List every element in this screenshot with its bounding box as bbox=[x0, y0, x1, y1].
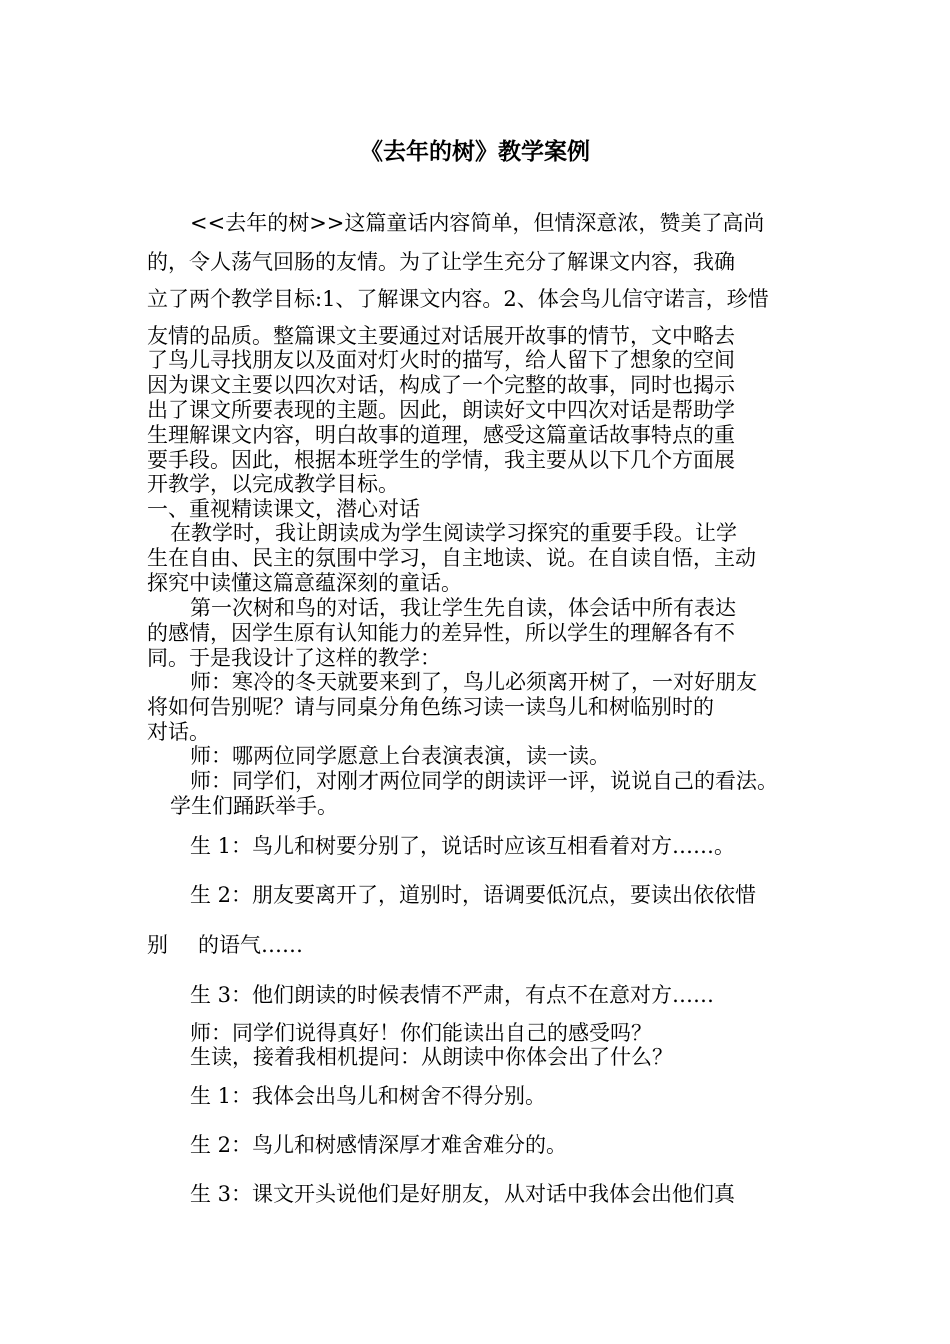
paragraph-line: 探究中读懂这篇意蕴深刻的童话。 bbox=[147, 571, 462, 595]
paragraph-line: 师：同学们，对刚才两位同学的朗读评一评，说说自己的看法。 bbox=[190, 769, 778, 793]
page-title: 《去年的树》教学案例 bbox=[360, 138, 590, 165]
paragraph-line: 生在自由、民主的氛围中学习，自主地读、说。在自读自悟，主动 bbox=[147, 546, 756, 570]
paragraph-line: 师：寒冷的冬天就要来到了，鸟儿必须离开树了，一对好朋友 bbox=[190, 670, 757, 694]
paragraph-line: 师：哪两位同学愿意上台表演表演，读一读。 bbox=[190, 744, 610, 768]
paragraph-line: 生 1：鸟儿和树要分别了，说话时应该互相看着对方……。 bbox=[190, 834, 736, 858]
paragraph-line: 生 2：鸟儿和树感情深厚才难舍难分的。 bbox=[190, 1133, 568, 1157]
paragraph-line: 生 2：朋友要离开了，道别时，语调要低沉点，要读出依依惜 bbox=[190, 883, 757, 907]
paragraph-line: 出了课文所要表现的主题。因此，朗读好文中四次对话是帮助学 bbox=[147, 398, 735, 422]
paragraph-line: 在教学时，我让朗读成为学生阅读学习探究的重要手段。让学 bbox=[170, 521, 737, 545]
paragraph-line: 对话。 bbox=[147, 720, 210, 744]
paragraph-line: 的语气…… bbox=[198, 933, 303, 957]
paragraph-line: 要手段。因此，根据本班学生的学情，我主要从以下几个方面展 bbox=[147, 448, 735, 472]
paragraph-line: 第一次树和鸟的对话，我让学生先自读，体会话中所有表达 bbox=[190, 596, 736, 620]
section-heading: 一、重视精读课文，潜心对话 bbox=[147, 497, 420, 521]
paragraph-line: 了鸟儿寻找朋友以及面对灯火时的描写，给人留下了想象的空间 bbox=[147, 348, 735, 372]
paragraph-line: 生 1：我体会出鸟儿和树舍不得分别。 bbox=[190, 1084, 547, 1108]
paragraph-line: 将如何告别呢？请与同桌分角色练习读一读鸟儿和树临别时的 bbox=[147, 695, 714, 719]
paragraph-line: 师：同学们说得真好！你们能读出自己的感受吗？ bbox=[190, 1021, 652, 1045]
paragraph-line: 的，令人荡气回肠的友情。为了让学生充分了解课文内容，我确 bbox=[147, 250, 735, 274]
paragraph-line: 的感情，因学生原有认知能力的差异性，所以学生的理解各有不 bbox=[147, 621, 735, 645]
paragraph-line: 生读，接着我相机提问：从朗读中你体会出了什么？ bbox=[190, 1045, 673, 1069]
paragraph-line: 因为课文主要以四次对话，构成了一个完整的故事，同时也揭示 bbox=[147, 373, 735, 397]
paragraph-line: 开教学，以完成教学目标。 bbox=[147, 472, 399, 496]
paragraph-line: 生 3：课文开头说他们是好朋友，从对话中我体会出他们真 bbox=[190, 1182, 736, 1206]
paragraph-line: 学生们踊跃举手。 bbox=[170, 794, 338, 818]
paragraph-line: <<去年的树>>这篇童话内容简单，但情深意浓，赞美了高尚 bbox=[190, 211, 765, 235]
paragraph-line: 同。于是我设计了这样的教学： bbox=[147, 646, 441, 670]
paragraph-line: 生理解课文内容，明白故事的道理，感受这篇童话故事特点的重 bbox=[147, 423, 735, 447]
paragraph-line: 立了两个教学目标:1、了解课文内容。2、体会鸟儿信守诺言，珍惜 bbox=[147, 287, 769, 311]
paragraph-line: 友情的品质。整篇课文主要通过对话展开故事的情节，文中略去 bbox=[147, 324, 735, 348]
paragraph-line: 别 bbox=[147, 933, 168, 957]
paragraph-line: 生 3：他们朗读的时候表情不严肃，有点不在意对方…… bbox=[190, 983, 715, 1007]
